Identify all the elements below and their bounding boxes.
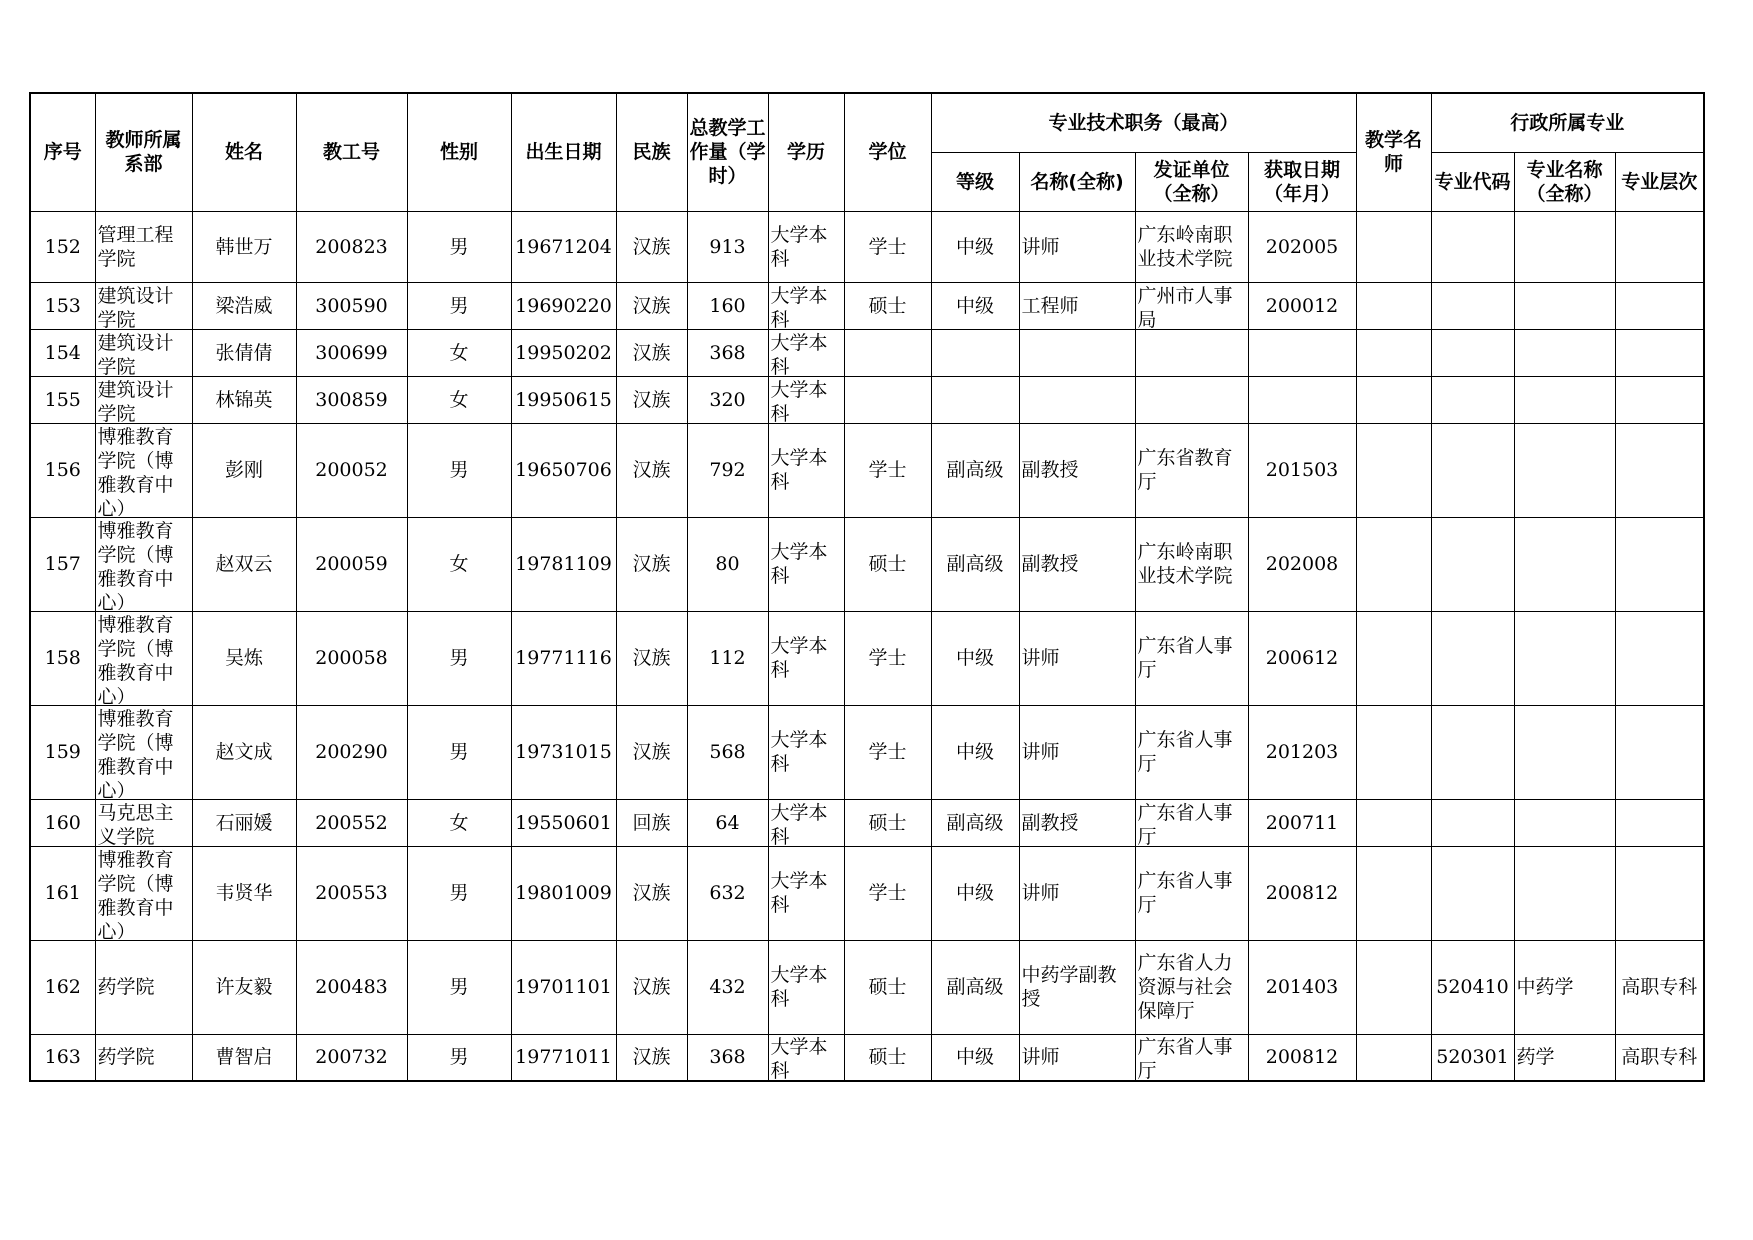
cell-title-name: 讲师 <box>1019 705 1135 799</box>
cell-famous <box>1356 846 1431 940</box>
header-major-group: 行政所属专业 <box>1431 93 1704 152</box>
teacher-table <box>29 92 1705 1082</box>
cell-hours: 632 <box>687 846 768 940</box>
cell-degree <box>844 329 931 376</box>
cell-birth: 19701101 <box>511 940 616 1034</box>
cell-famous <box>1356 940 1431 1034</box>
cell-education: 大学本科 <box>768 282 844 329</box>
cell-title-level: 副高级 <box>931 940 1019 1034</box>
header-major-name: 专业名称（全称） <box>1514 152 1615 211</box>
header-major-code: 专业代码 <box>1431 152 1514 211</box>
cell-education: 大学本科 <box>768 517 844 611</box>
header-staff-no: 教工号 <box>296 93 407 211</box>
cell-title-name: 副教授 <box>1019 423 1135 517</box>
cell-ethnicity: 汉族 <box>616 1034 687 1081</box>
cell-major-level <box>1615 517 1704 611</box>
cell-ethnicity: 汉族 <box>616 517 687 611</box>
cell-name: 吴炼 <box>192 611 296 705</box>
cell-gender: 女 <box>407 329 511 376</box>
cell-degree <box>844 376 931 423</box>
cell-title-name: 讲师 <box>1019 1034 1135 1081</box>
cell-seq: 152 <box>30 211 95 282</box>
cell-staff-no: 200483 <box>296 940 407 1034</box>
header-name: 姓名 <box>192 93 296 211</box>
cell-major-code <box>1431 376 1514 423</box>
cell-degree: 学士 <box>844 705 931 799</box>
cell-major-level <box>1615 376 1704 423</box>
header-title-level: 等级 <box>931 152 1019 211</box>
cell-major-name <box>1514 517 1615 611</box>
cell-major-name <box>1514 282 1615 329</box>
header-title-name: 名称(全称) <box>1019 152 1135 211</box>
cell-gender: 男 <box>407 940 511 1034</box>
cell-major-code <box>1431 211 1514 282</box>
cell-degree: 硕士 <box>844 282 931 329</box>
cell-staff-no: 200058 <box>296 611 407 705</box>
cell-title-name <box>1019 376 1135 423</box>
cell-education: 大学本科 <box>768 423 844 517</box>
cell-famous <box>1356 517 1431 611</box>
cell-birth: 19781109 <box>511 517 616 611</box>
cell-major-level <box>1615 423 1704 517</box>
table-row <box>30 705 1704 799</box>
cell-title-name: 工程师 <box>1019 282 1135 329</box>
header-ethnicity: 民族 <box>616 93 687 211</box>
cell-gender: 男 <box>407 1034 511 1081</box>
cell-hours: 112 <box>687 611 768 705</box>
cell-major-name <box>1514 705 1615 799</box>
cell-birth: 19550601 <box>511 799 616 846</box>
cell-staff-no: 300699 <box>296 329 407 376</box>
cell-major-level <box>1615 282 1704 329</box>
cell-famous <box>1356 611 1431 705</box>
cell-issuer: 广东省人事厅 <box>1135 611 1248 705</box>
cell-dept: 药学院 <box>95 940 192 1034</box>
cell-famous <box>1356 376 1431 423</box>
cell-major-level <box>1615 846 1704 940</box>
cell-staff-no: 200052 <box>296 423 407 517</box>
cell-ethnicity: 汉族 <box>616 282 687 329</box>
cell-seq: 159 <box>30 705 95 799</box>
cell-major-level <box>1615 611 1704 705</box>
cell-name: 韩世万 <box>192 211 296 282</box>
table-row <box>30 799 1704 846</box>
cell-birth: 19771116 <box>511 611 616 705</box>
cell-staff-no: 200059 <box>296 517 407 611</box>
header-hours: 总教学工作量（学时） <box>687 93 768 211</box>
cell-title-level <box>931 376 1019 423</box>
cell-title-level: 中级 <box>931 1034 1019 1081</box>
cell-ethnicity: 汉族 <box>616 376 687 423</box>
cell-degree: 学士 <box>844 846 931 940</box>
cell-seq: 162 <box>30 940 95 1034</box>
cell-title-name: 讲师 <box>1019 211 1135 282</box>
cell-obtained: 201203 <box>1248 705 1356 799</box>
cell-ethnicity: 汉族 <box>616 211 687 282</box>
cell-education: 大学本科 <box>768 940 844 1034</box>
cell-issuer: 广东省人事厅 <box>1135 1034 1248 1081</box>
cell-major-code <box>1431 799 1514 846</box>
cell-ethnicity: 汉族 <box>616 846 687 940</box>
cell-famous <box>1356 329 1431 376</box>
cell-title-name <box>1019 329 1135 376</box>
cell-famous <box>1356 423 1431 517</box>
cell-dept: 博雅教育学院（博雅教育中心） <box>95 423 192 517</box>
table-row <box>30 376 1704 423</box>
cell-ethnicity: 回族 <box>616 799 687 846</box>
cell-birth: 19950615 <box>511 376 616 423</box>
cell-seq: 157 <box>30 517 95 611</box>
header-title-group: 专业技术职务（最高） <box>931 93 1356 152</box>
cell-name: 林锦英 <box>192 376 296 423</box>
cell-staff-no: 300859 <box>296 376 407 423</box>
cell-birth: 19801009 <box>511 846 616 940</box>
cell-title-level: 中级 <box>931 846 1019 940</box>
cell-name: 许友毅 <box>192 940 296 1034</box>
cell-dept: 博雅教育学院（博雅教育中心） <box>95 705 192 799</box>
table-row <box>30 282 1704 329</box>
cell-birth: 19650706 <box>511 423 616 517</box>
header-major-level: 专业层次 <box>1615 152 1704 211</box>
cell-ethnicity: 汉族 <box>616 423 687 517</box>
cell-gender: 男 <box>407 705 511 799</box>
cell-dept: 博雅教育学院（博雅教育中心） <box>95 517 192 611</box>
cell-issuer <box>1135 376 1248 423</box>
cell-hours: 432 <box>687 940 768 1034</box>
cell-name: 赵双云 <box>192 517 296 611</box>
cell-hours: 320 <box>687 376 768 423</box>
cell-name: 韦贤华 <box>192 846 296 940</box>
cell-seq: 161 <box>30 846 95 940</box>
cell-issuer: 广东省人事厅 <box>1135 846 1248 940</box>
cell-major-code: 520410 <box>1431 940 1514 1034</box>
header-gender: 性别 <box>407 93 511 211</box>
cell-obtained: 201403 <box>1248 940 1356 1034</box>
cell-hours: 568 <box>687 705 768 799</box>
cell-dept: 马克思主义学院 <box>95 799 192 846</box>
cell-obtained: 202005 <box>1248 211 1356 282</box>
cell-major-code <box>1431 282 1514 329</box>
cell-dept: 博雅教育学院（博雅教育中心） <box>95 846 192 940</box>
cell-title-name: 副教授 <box>1019 799 1135 846</box>
cell-dept: 建筑设计学院 <box>95 282 192 329</box>
cell-gender: 女 <box>407 799 511 846</box>
cell-education: 大学本科 <box>768 611 844 705</box>
cell-education: 大学本科 <box>768 705 844 799</box>
cell-issuer: 广东岭南职业技术学院 <box>1135 517 1248 611</box>
cell-gender: 女 <box>407 376 511 423</box>
cell-title-level: 中级 <box>931 611 1019 705</box>
cell-major-name <box>1514 846 1615 940</box>
cell-obtained <box>1248 376 1356 423</box>
cell-major-name: 中药学 <box>1514 940 1615 1034</box>
cell-obtained: 200612 <box>1248 611 1356 705</box>
cell-dept: 博雅教育学院（博雅教育中心） <box>95 611 192 705</box>
cell-ethnicity: 汉族 <box>616 940 687 1034</box>
cell-major-level <box>1615 329 1704 376</box>
cell-birth: 19731015 <box>511 705 616 799</box>
cell-hours: 64 <box>687 799 768 846</box>
cell-major-code <box>1431 423 1514 517</box>
cell-dept: 药学院 <box>95 1034 192 1081</box>
cell-major-level <box>1615 211 1704 282</box>
cell-obtained: 202008 <box>1248 517 1356 611</box>
header-seq: 序号 <box>30 93 95 211</box>
cell-title-name: 讲师 <box>1019 611 1135 705</box>
table-row <box>30 329 1704 376</box>
cell-hours: 368 <box>687 1034 768 1081</box>
cell-major-code <box>1431 846 1514 940</box>
cell-degree: 学士 <box>844 611 931 705</box>
cell-name: 石丽媛 <box>192 799 296 846</box>
header-famous-teacher: 教学名师 <box>1356 93 1431 211</box>
cell-seq: 158 <box>30 611 95 705</box>
cell-famous <box>1356 1034 1431 1081</box>
cell-issuer: 广东岭南职业技术学院 <box>1135 211 1248 282</box>
header-obtained: 获取日期（年月） <box>1248 152 1356 211</box>
cell-famous <box>1356 799 1431 846</box>
header-issuer: 发证单位（全称） <box>1135 152 1248 211</box>
cell-issuer: 广州市人事局 <box>1135 282 1248 329</box>
cell-major-code <box>1431 517 1514 611</box>
cell-education: 大学本科 <box>768 799 844 846</box>
cell-obtained: 200812 <box>1248 1034 1356 1081</box>
cell-title-level <box>931 329 1019 376</box>
cell-dept: 建筑设计学院 <box>95 329 192 376</box>
cell-education: 大学本科 <box>768 376 844 423</box>
cell-education: 大学本科 <box>768 1034 844 1081</box>
cell-major-code <box>1431 329 1514 376</box>
cell-degree: 硕士 <box>844 799 931 846</box>
cell-birth: 19950202 <box>511 329 616 376</box>
cell-name: 曹智启 <box>192 1034 296 1081</box>
cell-gender: 女 <box>407 517 511 611</box>
cell-dept: 建筑设计学院 <box>95 376 192 423</box>
cell-seq: 160 <box>30 799 95 846</box>
cell-major-name <box>1514 329 1615 376</box>
cell-birth: 19690220 <box>511 282 616 329</box>
cell-famous <box>1356 282 1431 329</box>
cell-education: 大学本科 <box>768 846 844 940</box>
cell-major-code: 520301 <box>1431 1034 1514 1081</box>
cell-gender: 男 <box>407 211 511 282</box>
cell-major-name <box>1514 211 1615 282</box>
cell-title-level: 副高级 <box>931 799 1019 846</box>
cell-obtained: 201503 <box>1248 423 1356 517</box>
cell-seq: 153 <box>30 282 95 329</box>
cell-obtained: 200812 <box>1248 846 1356 940</box>
cell-major-code <box>1431 705 1514 799</box>
cell-title-level: 副高级 <box>931 423 1019 517</box>
cell-hours: 368 <box>687 329 768 376</box>
cell-staff-no: 200552 <box>296 799 407 846</box>
cell-issuer <box>1135 329 1248 376</box>
cell-major-name <box>1514 799 1615 846</box>
cell-gender: 男 <box>407 611 511 705</box>
cell-staff-no: 300590 <box>296 282 407 329</box>
cell-name: 张倩倩 <box>192 329 296 376</box>
cell-degree: 学士 <box>844 423 931 517</box>
cell-seq: 155 <box>30 376 95 423</box>
cell-major-level: 高职专科 <box>1615 940 1704 1034</box>
cell-degree: 学士 <box>844 211 931 282</box>
cell-obtained <box>1248 329 1356 376</box>
cell-major-level: 高职专科 <box>1615 1034 1704 1081</box>
cell-hours: 80 <box>687 517 768 611</box>
table-row <box>30 940 1704 1034</box>
cell-ethnicity: 汉族 <box>616 611 687 705</box>
cell-staff-no: 200823 <box>296 211 407 282</box>
cell-gender: 男 <box>407 282 511 329</box>
cell-obtained: 200711 <box>1248 799 1356 846</box>
cell-major-level <box>1615 799 1704 846</box>
table-row <box>30 211 1704 282</box>
cell-issuer: 广东省人力资源与社会保障厅 <box>1135 940 1248 1034</box>
cell-seq: 154 <box>30 329 95 376</box>
cell-seq: 156 <box>30 423 95 517</box>
cell-name: 赵文成 <box>192 705 296 799</box>
cell-obtained: 200012 <box>1248 282 1356 329</box>
cell-staff-no: 200732 <box>296 1034 407 1081</box>
cell-major-name <box>1514 423 1615 517</box>
cell-degree: 硕士 <box>844 1034 931 1081</box>
cell-famous <box>1356 211 1431 282</box>
cell-famous <box>1356 705 1431 799</box>
cell-title-name: 副教授 <box>1019 517 1135 611</box>
cell-degree: 硕士 <box>844 517 931 611</box>
cell-issuer: 广东省人事厅 <box>1135 799 1248 846</box>
cell-birth: 19671204 <box>511 211 616 282</box>
header-degree: 学位 <box>844 93 931 211</box>
cell-name: 梁浩威 <box>192 282 296 329</box>
cell-hours: 160 <box>687 282 768 329</box>
cell-major-level <box>1615 705 1704 799</box>
cell-gender: 男 <box>407 846 511 940</box>
cell-title-name: 中药学副教授 <box>1019 940 1135 1034</box>
cell-issuer: 广东省人事厅 <box>1135 705 1248 799</box>
cell-name: 彭刚 <box>192 423 296 517</box>
cell-major-name: 药学 <box>1514 1034 1615 1081</box>
cell-birth: 19771011 <box>511 1034 616 1081</box>
cell-hours: 913 <box>687 211 768 282</box>
cell-issuer: 广东省教育厅 <box>1135 423 1248 517</box>
cell-major-code <box>1431 611 1514 705</box>
table-row <box>30 611 1704 705</box>
table-row <box>30 423 1704 517</box>
table-row <box>30 846 1704 940</box>
cell-title-level: 中级 <box>931 705 1019 799</box>
cell-degree: 硕士 <box>844 940 931 1034</box>
cell-title-level: 副高级 <box>931 517 1019 611</box>
cell-title-level: 中级 <box>931 211 1019 282</box>
cell-staff-no: 200290 <box>296 705 407 799</box>
cell-education: 大学本科 <box>768 211 844 282</box>
cell-title-name: 讲师 <box>1019 846 1135 940</box>
cell-gender: 男 <box>407 423 511 517</box>
table-row <box>30 1034 1704 1081</box>
cell-dept: 管理工程学院 <box>95 211 192 282</box>
cell-title-level: 中级 <box>931 282 1019 329</box>
table-row <box>30 517 1704 611</box>
cell-education: 大学本科 <box>768 329 844 376</box>
cell-ethnicity: 汉族 <box>616 329 687 376</box>
header-education: 学历 <box>768 93 844 211</box>
cell-major-name <box>1514 376 1615 423</box>
cell-ethnicity: 汉族 <box>616 705 687 799</box>
cell-seq: 163 <box>30 1034 95 1081</box>
header-dept: 教师所属系部 <box>95 93 192 211</box>
header-birth: 出生日期 <box>511 93 616 211</box>
cell-hours: 792 <box>687 423 768 517</box>
cell-major-name <box>1514 611 1615 705</box>
cell-staff-no: 200553 <box>296 846 407 940</box>
